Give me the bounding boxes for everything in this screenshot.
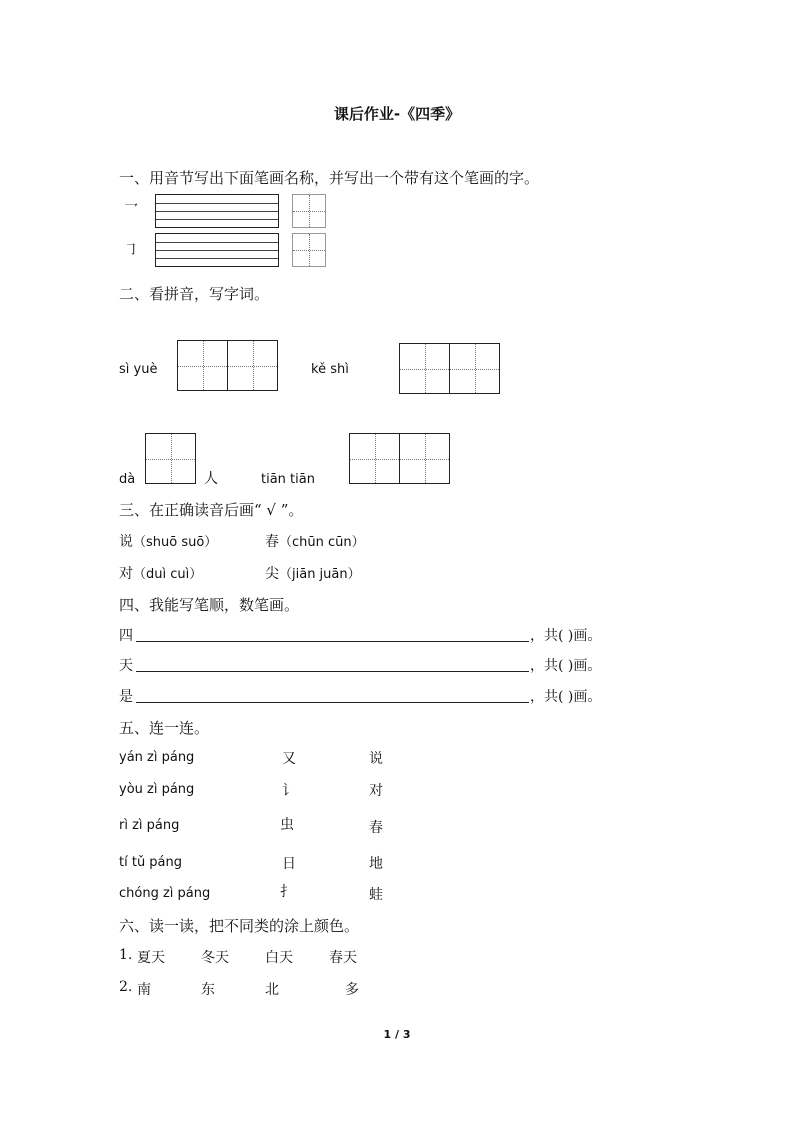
grid-siyue-2[interactable] xyxy=(227,340,278,391)
word-row-2-label: 2. xyxy=(119,979,133,995)
reading-item-jian[interactable]: 尖（jiān juān） xyxy=(265,566,361,582)
grid-keshi-2[interactable] xyxy=(449,343,500,394)
stroke-count-shi: ，共( )画。 xyxy=(530,689,602,705)
reading-item-dui[interactable]: 对（duì cuì） xyxy=(119,566,203,582)
pinyin-tiantian: tiān tiān xyxy=(261,472,315,487)
word-row-1-word-1[interactable]: 夏天 xyxy=(137,950,165,966)
char-ren: 人 xyxy=(204,471,218,487)
grid-keshi-1[interactable] xyxy=(399,343,450,394)
word-row-2-word-1[interactable]: 南 xyxy=(137,982,151,998)
match-pinyin-1[interactable]: yán zì páng xyxy=(119,750,195,765)
grid-siyue-1[interactable] xyxy=(177,340,228,391)
stroke-char-tian: 天 xyxy=(119,658,133,674)
word-row-1-word-3[interactable]: 白天 xyxy=(265,950,293,966)
char-box-1[interactable] xyxy=(292,194,326,228)
word-row-1-word-4[interactable]: 春天 xyxy=(329,950,357,966)
match-radical-2[interactable]: 讠 xyxy=(282,783,296,799)
stroke-order-line-shi[interactable] xyxy=(136,702,529,703)
stroke-count-tian: ，共( )画。 xyxy=(530,658,602,674)
match-radical-3[interactable]: 虫 xyxy=(280,817,294,833)
word-row-2-word-4[interactable]: 多 xyxy=(345,982,359,998)
match-char-3[interactable]: 春 xyxy=(369,820,383,836)
match-radical-5[interactable]: 扌 xyxy=(280,884,294,900)
match-pinyin-4[interactable]: tí tǔ páng xyxy=(119,855,183,870)
match-char-1[interactable]: 说 xyxy=(369,751,383,767)
stroke-char-shi: 是 xyxy=(119,689,133,705)
match-pinyin-3[interactable]: rì zì páng xyxy=(119,818,180,833)
stroke-order-line-tian[interactable] xyxy=(136,671,529,672)
pinyin-fourline-box-1[interactable] xyxy=(155,194,279,228)
reading-item-chun[interactable]: 春（chūn cūn） xyxy=(265,534,365,550)
grid-tiantian-1[interactable] xyxy=(349,433,400,484)
word-row-1-label: 1. xyxy=(119,947,133,963)
match-pinyin-5[interactable]: chóng zì páng xyxy=(119,886,211,901)
stroke-1: 乛 xyxy=(124,203,138,219)
section6-heading: 六、读一读，把不同类的涂上颜色。 xyxy=(119,917,360,935)
section3-heading: 三、在正确读音后画“ √ ”。 xyxy=(119,501,304,519)
pinyin-da: dà xyxy=(119,472,136,487)
pinyin-fourline-box-2[interactable] xyxy=(155,233,279,267)
stroke-count-si: ，共( )画。 xyxy=(530,628,602,644)
section5-heading: 五、连一连。 xyxy=(119,719,210,737)
section4-heading: 四、我能写笔顺，数笔画。 xyxy=(119,596,300,614)
grid-da[interactable] xyxy=(145,433,196,484)
match-char-5[interactable]: 蛙 xyxy=(369,887,383,903)
grid-tiantian-2[interactable] xyxy=(399,433,450,484)
match-char-2[interactable]: 对 xyxy=(369,783,383,799)
match-radical-1[interactable]: 又 xyxy=(282,751,296,767)
stroke-2: ㇆ xyxy=(124,242,138,258)
pinyin-siyue: sì yuè xyxy=(119,362,158,377)
stroke-char-si: 四 xyxy=(119,628,133,644)
pinyin-keshi: kě shì xyxy=(311,362,349,377)
word-row-2-word-3[interactable]: 北 xyxy=(265,982,279,998)
stroke-order-line-si[interactable] xyxy=(136,641,529,642)
match-pinyin-2[interactable]: yòu zì páng xyxy=(119,782,195,797)
word-row-2-word-2[interactable]: 东 xyxy=(201,982,215,998)
page-number: 1 / 3 xyxy=(383,1028,411,1041)
word-row-1-word-2[interactable]: 冬天 xyxy=(201,950,229,966)
section1-heading: 一、用音节写出下面笔画名称，并写出一个带有这个笔画的字。 xyxy=(119,169,540,187)
reading-item-shuo[interactable]: 说（shuō suō） xyxy=(119,534,218,550)
section2-heading: 二、看拼音，写字词。 xyxy=(119,285,270,303)
match-radical-4[interactable]: 日 xyxy=(282,856,296,872)
page-title: 课后作业-《四季》 xyxy=(333,105,461,123)
char-box-2[interactable] xyxy=(292,233,326,267)
match-char-4[interactable]: 地 xyxy=(369,856,383,872)
